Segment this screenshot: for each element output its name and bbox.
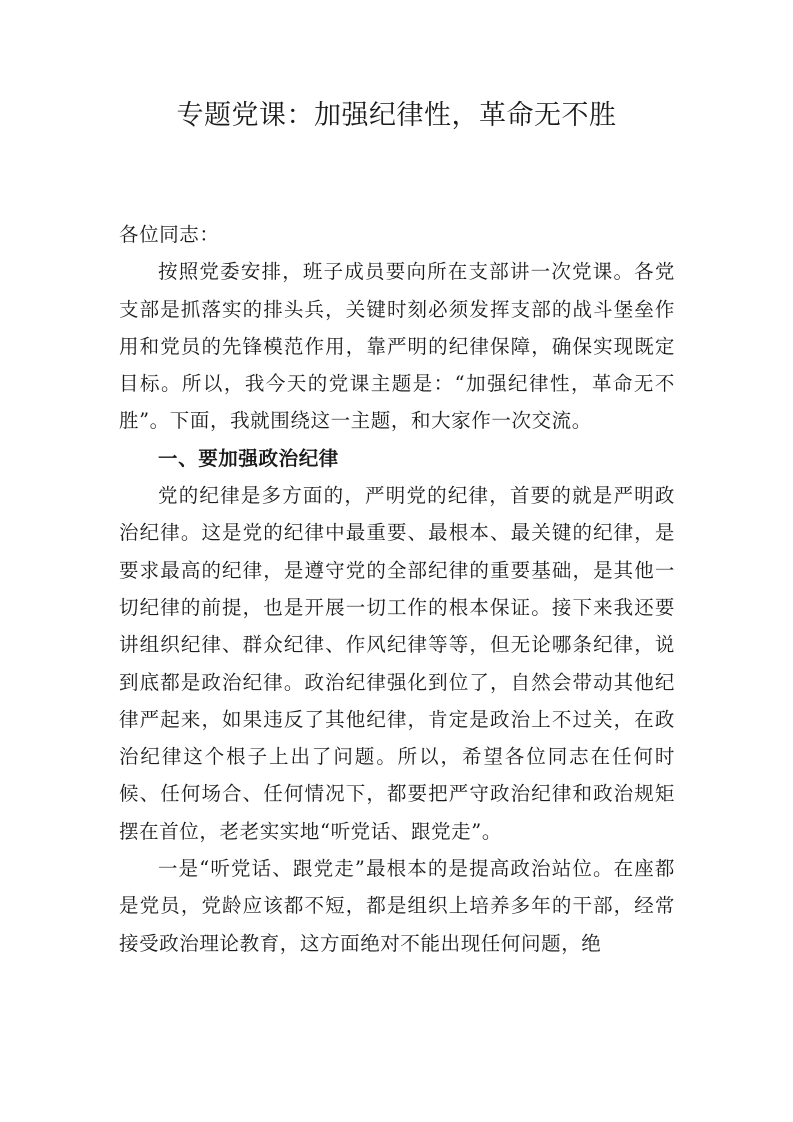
salutation: 各位同志： [119,223,220,246]
intro-paragraph: 按照党委安排，班子成员要向所在支部讲一次党课。各党支部是抓落实的排头兵，关键时刻必须发挥支部的战斗堡垒作用和党员的先锋模范作用，靠严明的纪律保障，确保实现既定目标。所以，我今天的党课主题是：“加强纪律性，革命无不胜”。下面，我就围绕这一主题，和大家作一次交流。 [119,260,675,433]
paragraph-political-discipline: 党的纪律是多方面的，严明党的纪律，首要的就是严明政治纪律。这是党的纪律中最重要、最根本、最关键的纪律，是要求最高的纪律，是遵守党的全部纪律的重要基础，是其他一切纪律的前提，也是开展一切工作的根本保证。接下来我还要讲组织纪律、群众纪律、作风纪律等等，但无论哪条纪律，说到底都是政治纪律。政治纪律强化到位了，自然会带动其他纪律严起来，如果违反了其他纪律，肯定是政治上不过关，在政治纪律这个根子上出了问题。所以，希望各位同志在任何时候、任何场合、任何情况下，都要把严守政治纪律和政治规矩摆在首位，老老实实地“听党话、跟党走”。 [119,484,675,843]
section-heading-political-discipline: 一、要加强政治纪律 [158,446,339,470]
paragraph-political-stance: 一是“听党话、跟党走”最根本的是提高政治站位。在座都是党员，党龄应该都不短，都是组织上培养多年的干部，经常接受政治理论教育，这方面绝对不能出现任何问题，绝 [119,857,675,955]
document-title: 专题党课：加强纪律性，革命无不胜 [176,100,617,131]
document-body [119,216,675,962]
